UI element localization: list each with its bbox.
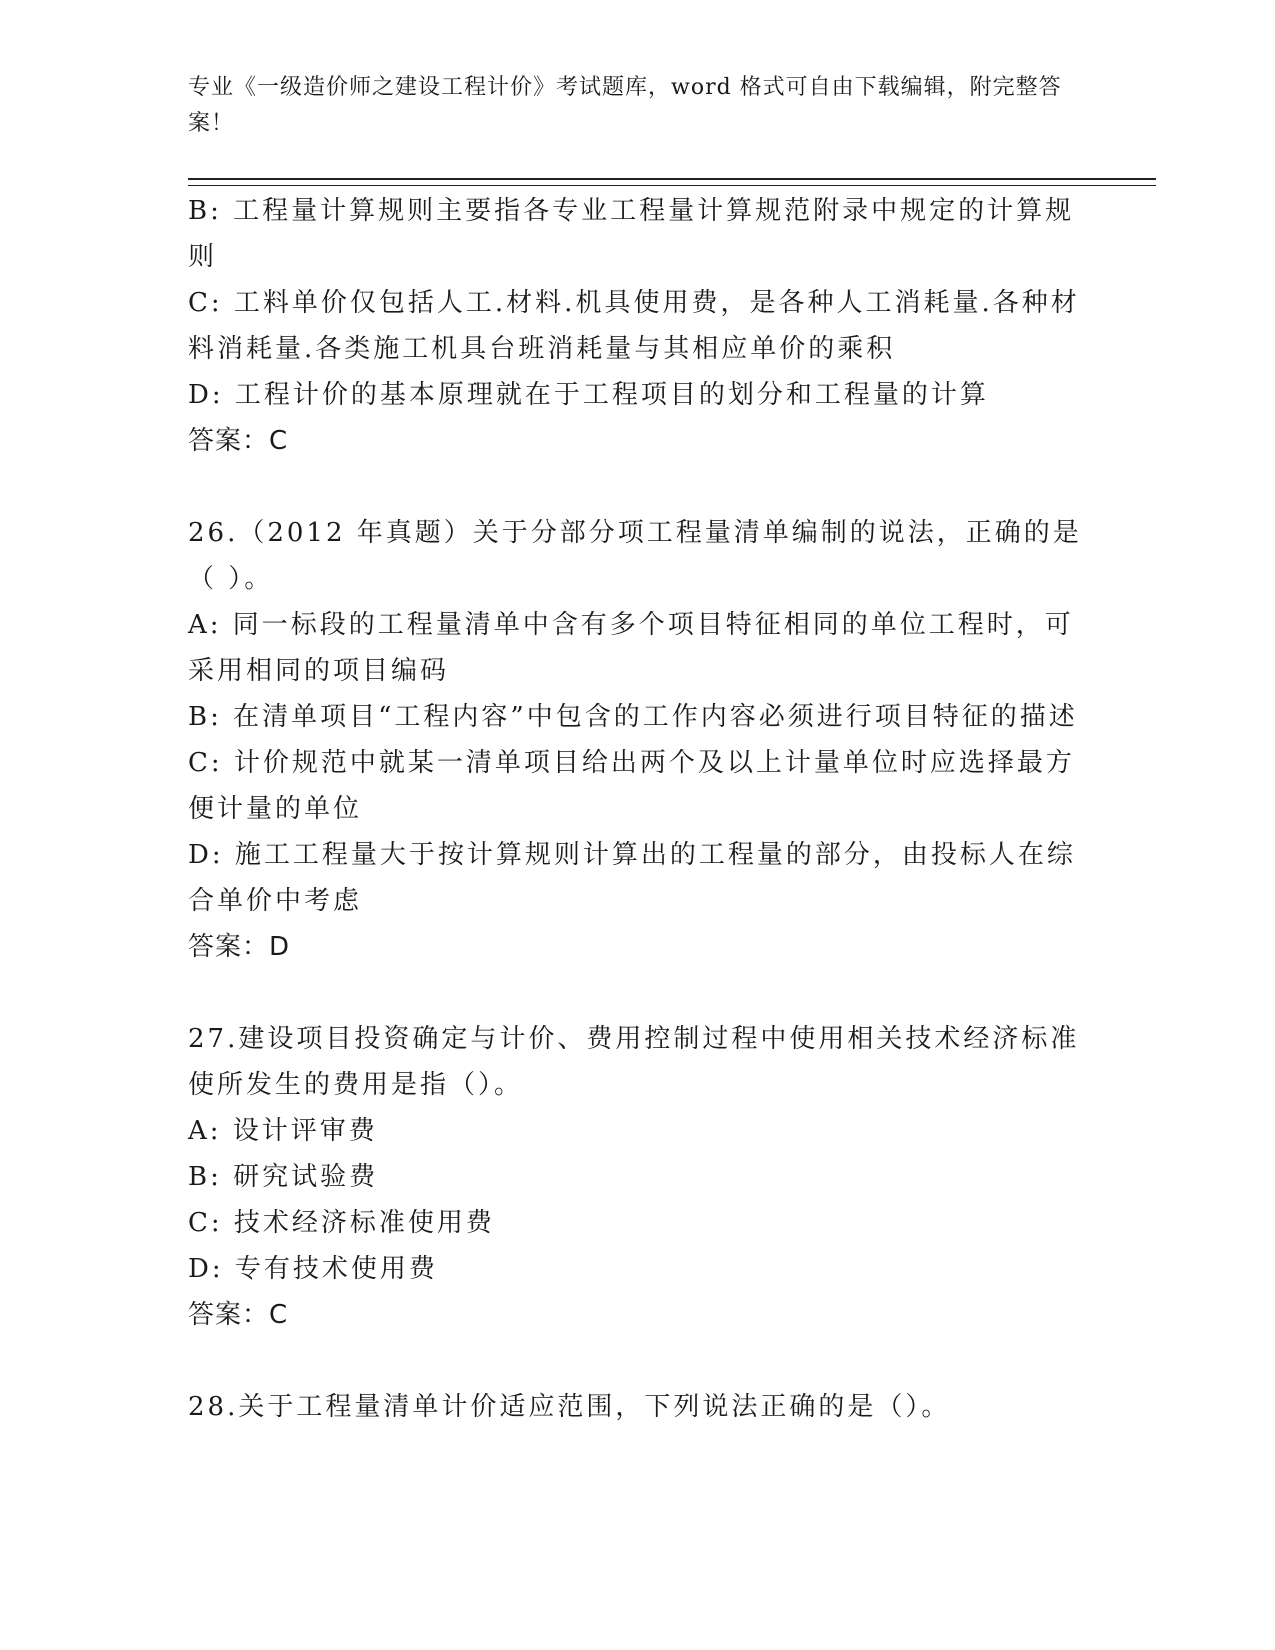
spacer — [188, 970, 1088, 1016]
answer-line: 答案：C — [188, 1300, 289, 1330]
question-stem: 27.建设项目投资确定与计价、费用控制过程中使用相关技术经济标准使所发生的费用是指（）。 — [188, 1024, 1080, 1100]
spacer — [188, 1338, 1088, 1384]
option-b: B: 在清单项目“工程内容”中包含的工作内容必须进行项目特征的描述 — [188, 702, 1078, 732]
option-c: C: 计价规范中就某一清单项目给出两个及以上计量单位时应选择最方便计量的单位 — [188, 748, 1075, 824]
option-a: A: 同一标段的工程量清单中含有多个项目特征相同的单位工程时，可采用相同的项目编码 — [188, 610, 1074, 686]
question-27 — [188, 1016, 1088, 1338]
answer-line: 答案：D — [188, 932, 291, 962]
question-25-tail — [188, 188, 1088, 464]
option-b: B: 工程量计算规则主要指各专业工程量计算规范附录中规定的计算规则 — [188, 196, 1075, 272]
question-26 — [188, 510, 1088, 970]
option-b: B: 研究试验费 — [188, 1162, 379, 1192]
option-d: D: 工程计价的基本原理就在于工程项目的划分和工程量的计算 — [188, 380, 989, 410]
option-a: A: 设计评审费 — [188, 1116, 378, 1146]
answer-line: 答案：C — [188, 426, 289, 456]
option-d: D: 专有技术使用费 — [188, 1254, 438, 1284]
document-header: 专业《一级造价师之建设工程计价》考试题库，word 格式可自由下载编辑，附完整答案！ — [188, 75, 1062, 136]
option-c: C: 技术经济标准使用费 — [188, 1208, 495, 1238]
header-divider — [188, 178, 1156, 186]
option-d: D: 施工工程量大于按计算规则计算出的工程量的部分，由投标人在综合单价中考虑 — [188, 840, 1076, 916]
question-list — [188, 188, 1088, 1430]
spacer — [188, 464, 1088, 510]
question-28 — [188, 1384, 1088, 1430]
option-c: C: 工料单价仅包括人工.材料.机具使用费，是各种人工消耗量.各种材料消耗量.各类施工机具台班消耗量与其相应单价的乘积 — [188, 288, 1080, 364]
question-stem: 28.关于工程量清单计价适应范围，下列说法正确的是（）。 — [188, 1392, 951, 1422]
question-stem: 26.（2012 年真题）关于分部分项工程量清单编制的说法，正确的是（ ）。 — [188, 518, 1082, 594]
